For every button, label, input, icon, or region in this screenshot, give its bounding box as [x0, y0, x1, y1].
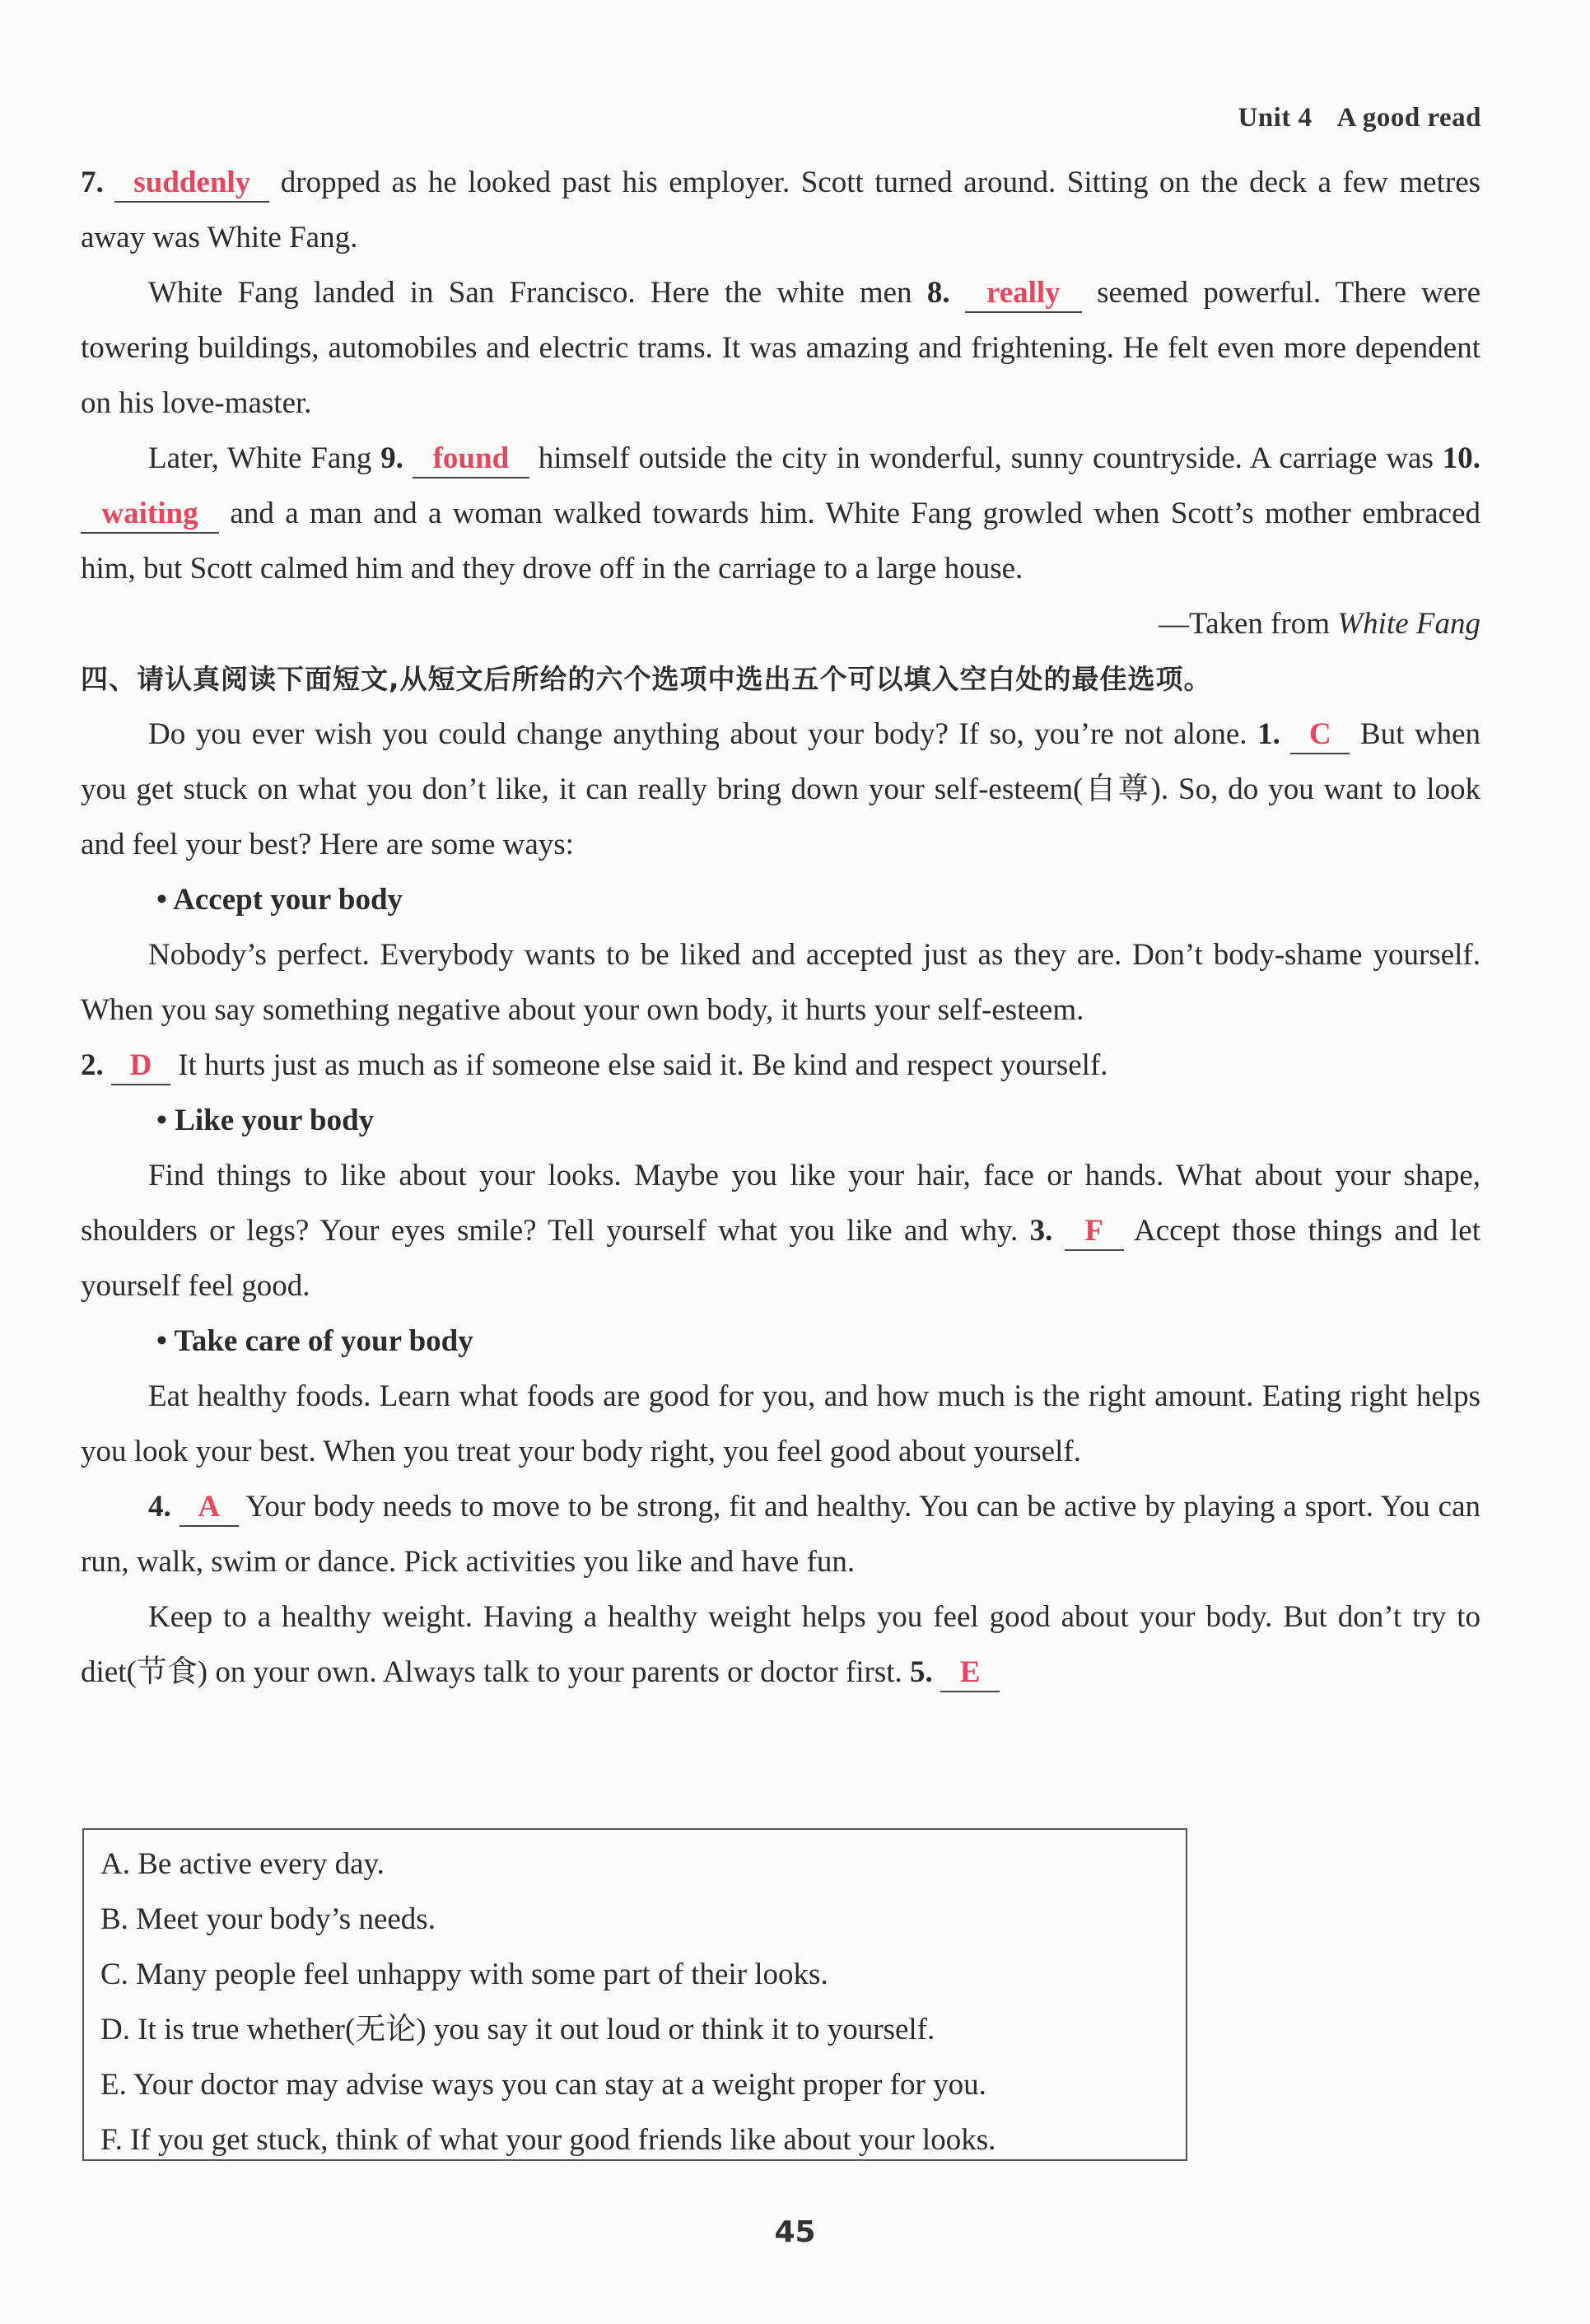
story-source	[81, 596, 1480, 651]
paragraph-text: Do you ever wish you could change anything about your body? If so, you’re not alone.	[148, 717, 1247, 751]
paragraph-text: himself outside the city in wonderful, sunny countryside. A carriage was	[538, 441, 1434, 475]
answer-text: A	[198, 1490, 221, 1524]
option-a: A. Be active every day.	[100, 1847, 385, 1881]
question-number: 10.	[1442, 441, 1480, 475]
story-paragraph-1	[81, 155, 1480, 265]
paragraph-text: But when you get stuck on what you don’t like, it can really bring down your self-esteem(自尊). So, do you want to look and feel your best? Here are some ways:	[81, 717, 1481, 861]
question-number: 1.	[1257, 717, 1280, 751]
section-intro	[81, 707, 1480, 872]
answer-text: D	[129, 1048, 152, 1082]
question-number: 5.	[910, 1655, 933, 1689]
answer-blank-10[interactable]	[81, 496, 219, 534]
answer-text: suddenly	[133, 166, 251, 199]
source-prefix: —Taken from	[1159, 607, 1331, 641]
question-number: 8.	[926, 276, 950, 310]
paragraph-like	[81, 1148, 1480, 1314]
question-number: 7.	[81, 166, 104, 199]
paragraph-weight	[81, 1589, 1480, 1700]
subheading-like: • Like your body	[156, 1104, 375, 1137]
answer-blank-7[interactable]	[114, 165, 269, 203]
paragraph-accept: Nobody’s perfect. Everybody wants to be liked and accepted just as they are. Don’t body-shame yourself. When you say something negative about your own body, it hurts your self-esteem.	[81, 938, 1480, 1027]
answer-blank-2[interactable]	[111, 1048, 170, 1085]
option-e: E. Your doctor may advise ways you can stay at a weight proper for you.	[100, 2068, 986, 2102]
page-number: 45	[774, 2215, 816, 2249]
answer-text: found	[432, 441, 510, 475]
paragraph-text: seemed powerful. There were towering buildings, automobiles and electric trams. It was amazing and frightening. He felt even more dependent on his love-master.	[81, 276, 1481, 420]
paragraph-care: Eat healthy foods. Learn what foods are good for you, and how much is the right amount. Eating right helps you look your best. When you treat your body right, you feel good about yourself.	[81, 1379, 1480, 1468]
subheading-accept: • Accept your body	[156, 883, 403, 917]
answer-blank-8[interactable]	[965, 275, 1082, 313]
answer-blank-9[interactable]	[413, 441, 529, 478]
answer-blank-1[interactable]	[1290, 716, 1350, 754]
page-content	[81, 155, 1480, 1700]
answer-blank-5[interactable]	[940, 1654, 1000, 1692]
section-4-title: 四、请认真阅读下面短文,从短文后所给的六个选项中选出五个可以填入空白处的最佳选项。	[81, 663, 1212, 695]
subheading-care: • Take care of your body	[156, 1324, 473, 1358]
paragraph-text: It hurts just as much as if someone else said it. Be kind and respect yourself.	[178, 1048, 1108, 1082]
question-number: 2.	[81, 1048, 104, 1082]
story-paragraph-2	[81, 265, 1480, 431]
paragraph-text: Later, White Fang	[148, 441, 372, 475]
answer-blank-4[interactable]	[180, 1489, 239, 1527]
unit-label: Unit 4	[1238, 103, 1313, 133]
answer-blank-3[interactable]	[1065, 1213, 1124, 1251]
paragraph-text: Accept those things and let yourself feel good.	[81, 1214, 1481, 1303]
paragraph-text: and a man and a woman walked towards him. White Fang growled when Scott’s mother embraced him, but Scott calmed him and they drove off in the carriage to a large house.	[81, 497, 1480, 586]
answer-text: C	[1308, 717, 1331, 751]
paragraph-active	[81, 1479, 1480, 1589]
paragraph-text: Find things to like about your looks. Maybe you like your hair, face or hands. What about your shape, shoulders or legs? Your eyes smile? Tell yourself what you like and why.	[81, 1159, 1480, 1248]
options-box	[82, 1828, 1187, 2161]
story-paragraph-3	[81, 431, 1480, 596]
answer-text: really	[986, 276, 1061, 310]
answer-text: waiting	[101, 497, 198, 530]
unit-title: A good read	[1336, 103, 1481, 133]
paragraph-text: White Fang landed in San Francisco. Here the white men	[148, 276, 912, 310]
question-number: 9.	[380, 441, 403, 475]
option-d: D. It is true whether(无论) you say it out loud or think it to yourself.	[100, 2013, 935, 2046]
paragraph-accept-2	[81, 1038, 1480, 1093]
option-c: C. Many people feel unhappy with some part of their looks.	[100, 1958, 828, 1991]
paragraph-text: Your body needs to move to be strong, fit and healthy. You can be active by playing a sport. You can run, walk, swim or dance. Pick activities you like and have fun.	[81, 1490, 1480, 1579]
option-b: B. Meet your body’s needs.	[100, 1902, 436, 1936]
answer-text: F	[1084, 1214, 1103, 1248]
page-header	[1238, 103, 1481, 133]
paragraph-text: dropped as he looked past his employer. Scott turned around. Sitting on the deck a few metres away was White Fang.	[81, 166, 1481, 254]
option-f: F. If you get stuck, think of what your good friends like about your looks.	[100, 2123, 996, 2157]
paragraph-text: Keep to a healthy weight. Having a healthy weight helps you feel good about your body. But don’t try to diet(节食) on your own. Always talk to your parents or doctor first.	[81, 1600, 1480, 1689]
question-number: 3.	[1029, 1214, 1053, 1248]
source-title: White Fang	[1337, 607, 1480, 641]
question-number: 4.	[148, 1490, 171, 1524]
answer-text: E	[959, 1655, 981, 1689]
